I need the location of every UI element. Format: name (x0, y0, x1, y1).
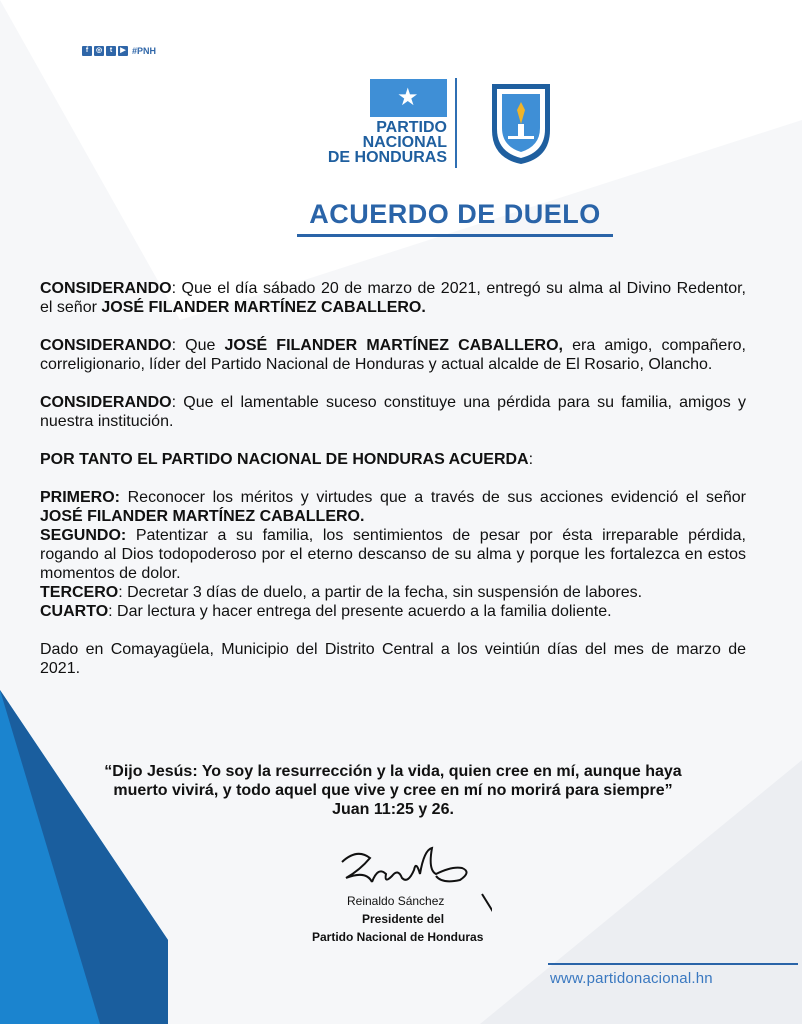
paragraph-considerando-2 (40, 336, 746, 374)
label-primero: PRIMERO: (40, 489, 120, 506)
youtube-icon[interactable]: ▶ (118, 46, 128, 56)
text-considerando-1: : Que el día sábado 20 de marzo de 2021, entregó su alma al Divino Redentor, el señor (40, 280, 746, 316)
instagram-icon[interactable]: ◎ (95, 47, 103, 54)
resolution-tercero (40, 583, 746, 602)
signer-name: Reinaldo Sánchez (347, 894, 445, 908)
signer-role-2: Partido Nacional de Honduras (312, 930, 484, 944)
name-deceased-3: JOSÉ FILANDER MARTÍNEZ CABALLERO. (40, 508, 365, 525)
label-por-tanto: POR TANTO EL PARTIDO NACIONAL DE HONDURAS ACUERDA (40, 451, 529, 468)
closing-paragraph: Dado en Comayagüela, Municipio del Distrito Central a los veintiún días del mes de marzo de 2021. (40, 641, 746, 677)
bible-quote (40, 762, 746, 819)
logo-line-3: DE HONDURAS (327, 149, 447, 166)
hashtag: #PNH (132, 46, 157, 56)
name-deceased-2: JOSÉ FILANDER MARTÍNEZ CABALLERO, (224, 337, 563, 354)
document-title: ACUERDO DE DUELO (309, 199, 601, 229)
party-seal-icon (488, 80, 554, 166)
resolution-primero (40, 488, 746, 526)
logo-line-1: PARTIDO (376, 119, 447, 136)
document-body (40, 279, 746, 678)
logo-line-2: NACIONAL (362, 134, 447, 151)
label-considerando-3: CONSIDERANDO (40, 394, 172, 411)
label-tercero: TERCERO (40, 584, 119, 601)
text-cuarto: : Dar lectura y hacer entrega del presente acuerdo a la familia doliente. (108, 603, 612, 620)
paragraph-considerando-3 (40, 393, 746, 431)
facebook-icon[interactable]: f (82, 46, 92, 56)
text-primero: Reconocer los méritos y virtudes que a través de sus acciones evidenció el señor (120, 489, 746, 506)
paragraph-considerando-1 (40, 279, 746, 317)
footer-line (548, 963, 798, 965)
logo-divider (455, 78, 457, 168)
quote-reference: Juan 11:25 y 26. (332, 801, 454, 818)
text-segundo: Patentizar a su familia, los sentimientos de pesar por ésta irreparable pérdida, rogando al Dios todopoderoso por el eterno descanso de su alma y porque les fortalezca en estos momentos de dolor. (40, 527, 746, 582)
label-considerando-2: CONSIDERANDO (40, 337, 172, 354)
website-link[interactable]: www.partidonacional.hn (550, 970, 713, 987)
label-considerando-1: CONSIDERANDO (40, 280, 172, 297)
text-considerando-2a: : Que (171, 337, 225, 354)
label-segundo: SEGUNDO: (40, 527, 127, 544)
title-underline (297, 234, 613, 237)
quote-line-2: muerto vivirá, y todo aquel que vive y cree en mí no morirá para siempre” (113, 782, 673, 799)
text-considerando-3: : Que el lamentable suceso constituye una pérdida para su familia, amigos y nuestra institución. (40, 394, 746, 430)
signer-role-1: Presidente del (362, 912, 445, 926)
text-tercero: : Decretar 3 días de duelo, a partir de la fecha, sin suspensión de labores. (118, 584, 643, 601)
social-bar (82, 46, 156, 56)
paragraph-por-tanto (40, 450, 746, 469)
twitter-icon[interactable]: t (106, 46, 116, 56)
resolution-cuarto (40, 602, 746, 621)
label-cuarto: CUARTO (40, 603, 109, 620)
flag-logo (370, 79, 447, 117)
name-deceased-1: JOSÉ FILANDER MARTÍNEZ CABALLERO. (101, 299, 426, 316)
quote-line-1: “Dijo Jesús: Yo soy la resurrección y la vida, quien cree en mí, aunque haya (104, 763, 682, 780)
resolution-segundo (40, 526, 746, 583)
party-logo-text (300, 120, 447, 165)
text-considerando-2b: era amigo, compañero, correligionario, líder del Partido Nacional de Honduras y actual alcalde de El Rosario, Olancho. (40, 337, 746, 373)
text-por-tanto: : (528, 451, 534, 468)
star-icon: ★ (397, 84, 419, 111)
